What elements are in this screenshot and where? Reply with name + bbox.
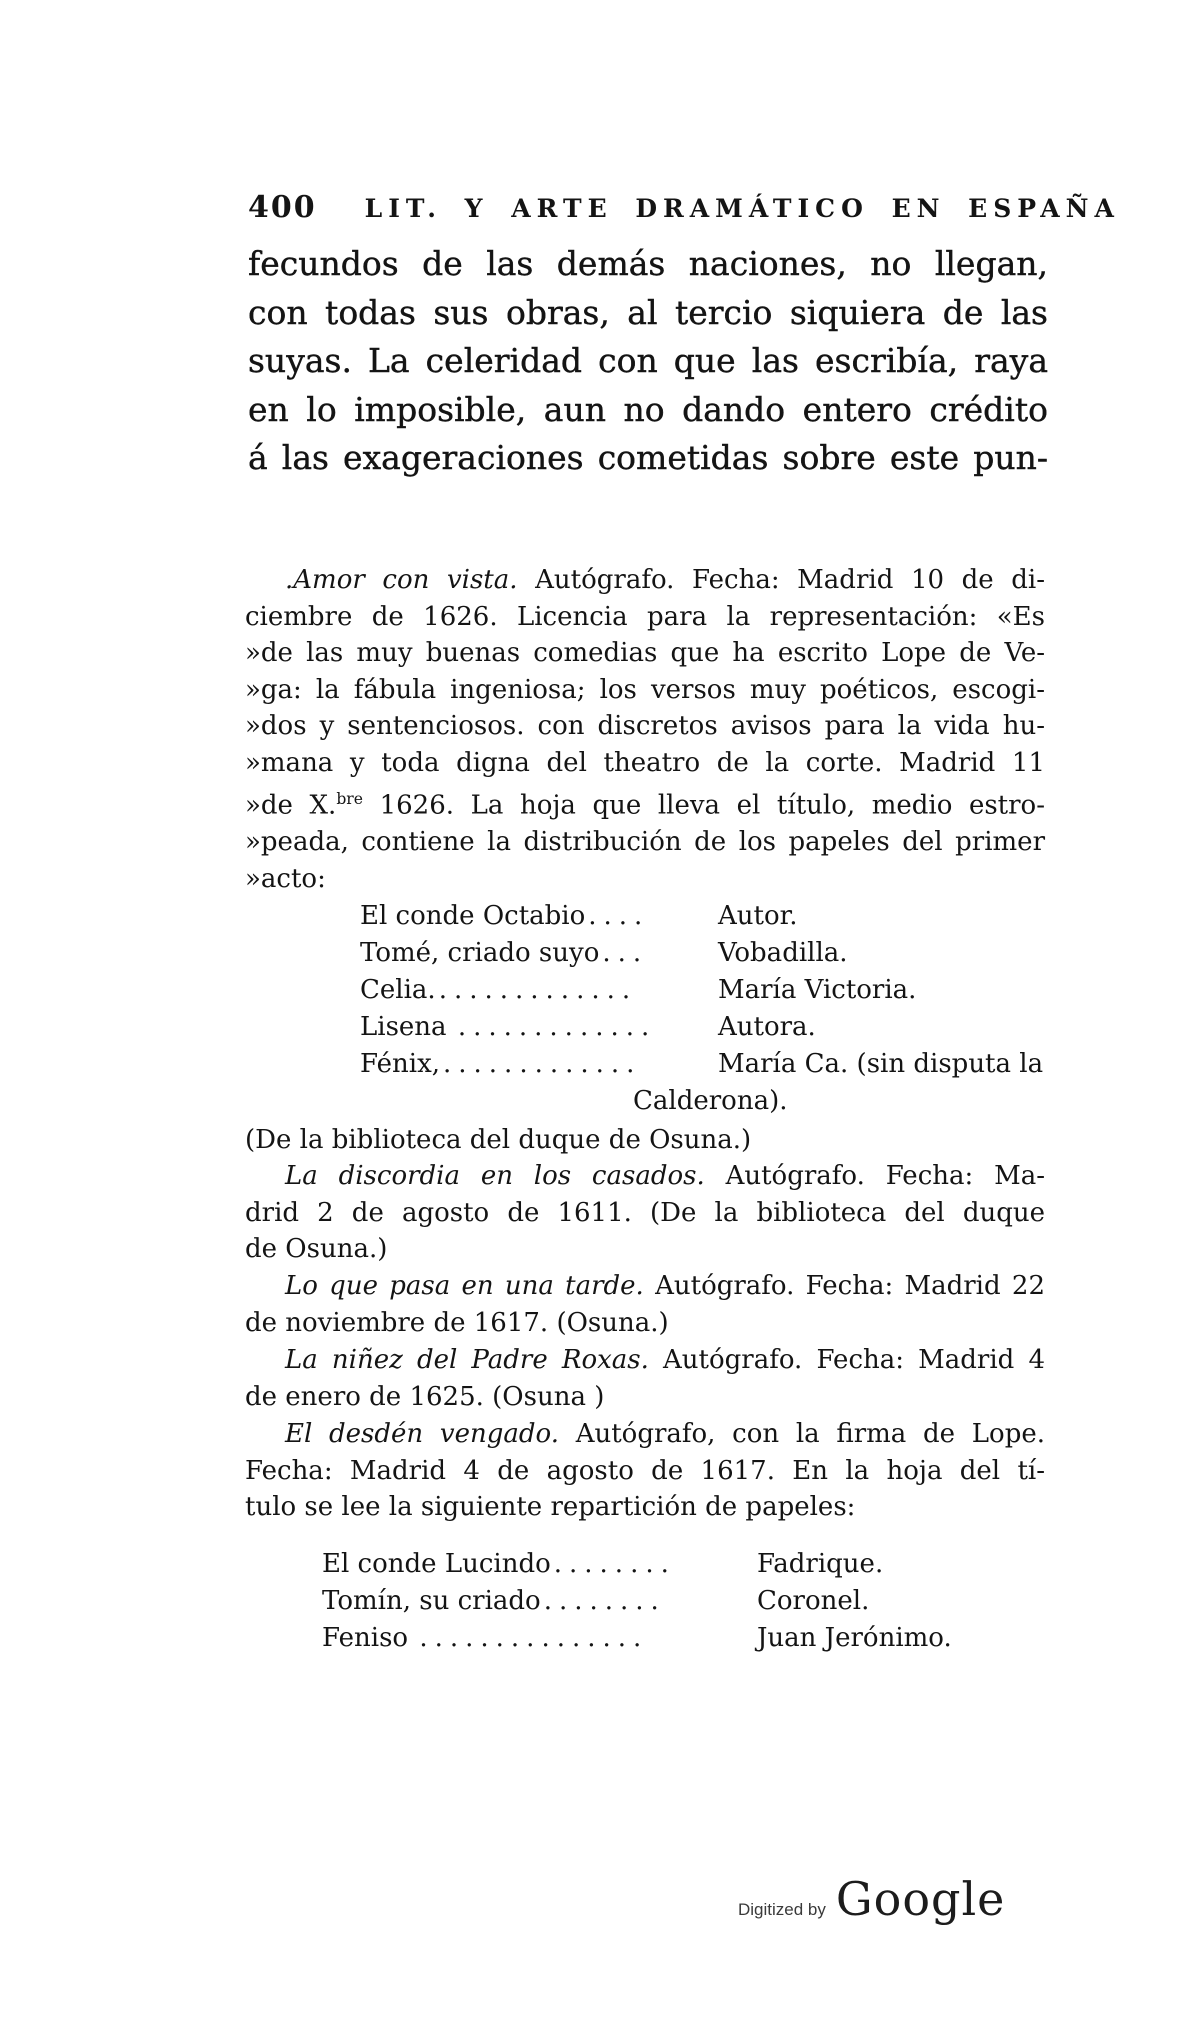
text-segment: Autógrafo, con la firma de Lope.: [558, 1419, 1045, 1449]
entry-la-discordia: [245, 1158, 1045, 1268]
osuna-attribution: (De la biblioteca del duque de Osuna.): [245, 1125, 752, 1155]
role-name: Tomé, criado suyo: [360, 938, 600, 968]
text-line: [248, 289, 1048, 338]
dot-leader: ...: [602, 938, 649, 968]
role-name: Feniso: [322, 1623, 417, 1653]
text-line: [245, 672, 1045, 709]
text-line: [245, 635, 1045, 672]
actor-name: Autor.: [718, 901, 798, 931]
text-segment: con todas sus obras, al tercio siquiera de las: [248, 292, 1048, 332]
actor-name: Coronel.: [757, 1586, 870, 1616]
text-line: [245, 824, 1045, 861]
footnote-amor-con-vista: [245, 562, 1045, 897]
actor-name-continuation: Calderona).: [633, 1086, 788, 1116]
text-segment: Autógrafo. Fecha: Madrid 22: [643, 1271, 1045, 1301]
text-line: [245, 1305, 1045, 1342]
running-title: LIT. Y ARTE DRAMÁTICO EN ESPAÑA: [364, 194, 1120, 223]
text-segment: »peada, contiene la distribución de los papeles del primer: [245, 827, 1045, 858]
text-segment: Autógrafo. Fecha: Ma-: [704, 1161, 1045, 1191]
text-segment: »de las muy buenas comedias que ha escrito Lope de Ve-: [245, 638, 1045, 668]
text-segment: Fecha: Madrid 4 de agosto de 1617. En la hoja del tí-: [245, 1455, 1045, 1486]
role-name: Tomín, su criado: [322, 1586, 541, 1616]
role-name: Fénix,: [360, 1049, 440, 1079]
cast-row: [322, 1546, 1052, 1583]
text-segment: de noviembre de 1617. (Osuna.): [245, 1307, 669, 1338]
text-line: [245, 562, 1045, 599]
dot-leader: ........: [543, 1586, 666, 1616]
text-segment: Autógrafo. Fecha: Madrid 10 de di-: [517, 565, 1046, 595]
entry-el-desden: [245, 1416, 1045, 1526]
text-line: [248, 386, 1048, 435]
work-title: Lo que pasa en una tarde.: [285, 1271, 644, 1301]
work-title: La niñez del Padre Roxas.: [285, 1345, 649, 1375]
actor-name: Juan Jerónimo.: [757, 1623, 952, 1653]
cast-row: [322, 1583, 1052, 1620]
dot-leader: ....: [588, 901, 650, 931]
cast-row: [360, 972, 1050, 1009]
work-title: .Amor con vista.: [285, 565, 518, 595]
digitized-by-label: Digitized by: [738, 1900, 826, 1919]
text-segment: Autógrafo. Fecha: Madrid 4: [648, 1345, 1045, 1375]
cast-row: [360, 935, 1050, 972]
text-line: [245, 1416, 1045, 1453]
role-name: Lisena: [360, 1012, 455, 1042]
work-title: El desdén vengado.: [285, 1419, 559, 1449]
text-segment: en lo imposible, aun no dando entero crédito: [248, 389, 1048, 429]
text-line: [245, 1268, 1045, 1305]
dot-leader: .............: [438, 975, 638, 1005]
text-line: [248, 337, 1048, 386]
dot-leader: .............: [443, 1049, 642, 1079]
text-segment: á las exageraciones cometidas sobre este pun-: [248, 438, 1048, 477]
text-segment: de Osuna.): [245, 1234, 388, 1264]
text-segment: »acto:: [245, 863, 326, 894]
google-logo: Google: [835, 1872, 1006, 1926]
page-number: 400: [248, 190, 317, 225]
text-segment: ciembre de 1626. Licencia para la representación: «Es: [245, 601, 1045, 632]
text-segment: de enero de 1625. (Osuna ): [245, 1381, 605, 1412]
cast-row: [360, 1009, 1050, 1046]
text-line: [245, 1379, 1045, 1416]
dot-leader: ........: [553, 1549, 676, 1579]
cast-row: [360, 1046, 1050, 1083]
text-line: [245, 781, 1045, 824]
text-segment: »mana y toda digna del theatro de la corte. Madrid 11: [245, 747, 1045, 778]
google-footer: [738, 1872, 1005, 1926]
cast-list-desden: [322, 1546, 1052, 1657]
text-segment: tulo se lee la siguiente repartición de papeles:: [245, 1492, 856, 1522]
role-name: Celia.: [360, 975, 436, 1005]
text-line: [248, 434, 1048, 483]
text-segment: »dos y sentenciosos. con discretos avisos para la vida hu-: [245, 711, 1045, 741]
text-line: [245, 1231, 1045, 1268]
text-line: [245, 1453, 1045, 1490]
entry-la-ninez: [245, 1342, 1045, 1415]
text-line: [245, 1342, 1045, 1379]
dot-leader: .............: [457, 1012, 657, 1042]
actor-name: María Victoria.: [718, 975, 917, 1005]
cast-row: [360, 898, 1050, 935]
cast-list-amor: [360, 898, 1050, 1120]
text-segment: »ga: la fábula ingeniosa; los versos muy poéticos, escogi-: [245, 674, 1045, 705]
page-header: [248, 190, 1120, 225]
text-segment: fecundos de las demás naciones, no llegan,: [248, 244, 1048, 283]
text-segment: drid 2 de agosto de 1611. (De la biblioteca del duque: [245, 1197, 1045, 1228]
actor-name: Fadrique.: [757, 1549, 884, 1579]
actor-name: Autora.: [718, 1012, 816, 1042]
role-name: El conde Lucindo: [322, 1549, 551, 1579]
text-line: [245, 708, 1045, 745]
text-line: [248, 240, 1048, 289]
text-segment: bre: [336, 790, 363, 808]
dot-leader: ...............: [419, 1623, 649, 1653]
text-line: [245, 745, 1045, 782]
text-segment: suyas. La celeridad con que las escribía, raya: [248, 341, 1048, 380]
text-segment: 1626. La hoja que lleva el título, medio estro-: [362, 790, 1045, 821]
text-line: [245, 1158, 1045, 1195]
cast-row: [322, 1620, 1052, 1657]
text-line: [245, 1195, 1045, 1232]
text-line: [245, 861, 1045, 898]
text-segment: »de X.: [245, 790, 337, 821]
text-line: [245, 1489, 1045, 1526]
work-title: La discordia en los casados.: [285, 1161, 705, 1191]
text-line: [245, 599, 1045, 636]
entry-lo-que-pasa: [245, 1268, 1045, 1341]
actor-name: María Ca. (sin disputa la: [718, 1049, 1044, 1079]
actor-name: Vobadilla.: [718, 938, 848, 968]
main-paragraph: [248, 240, 1048, 483]
role-name: El conde Octabio: [360, 901, 586, 931]
